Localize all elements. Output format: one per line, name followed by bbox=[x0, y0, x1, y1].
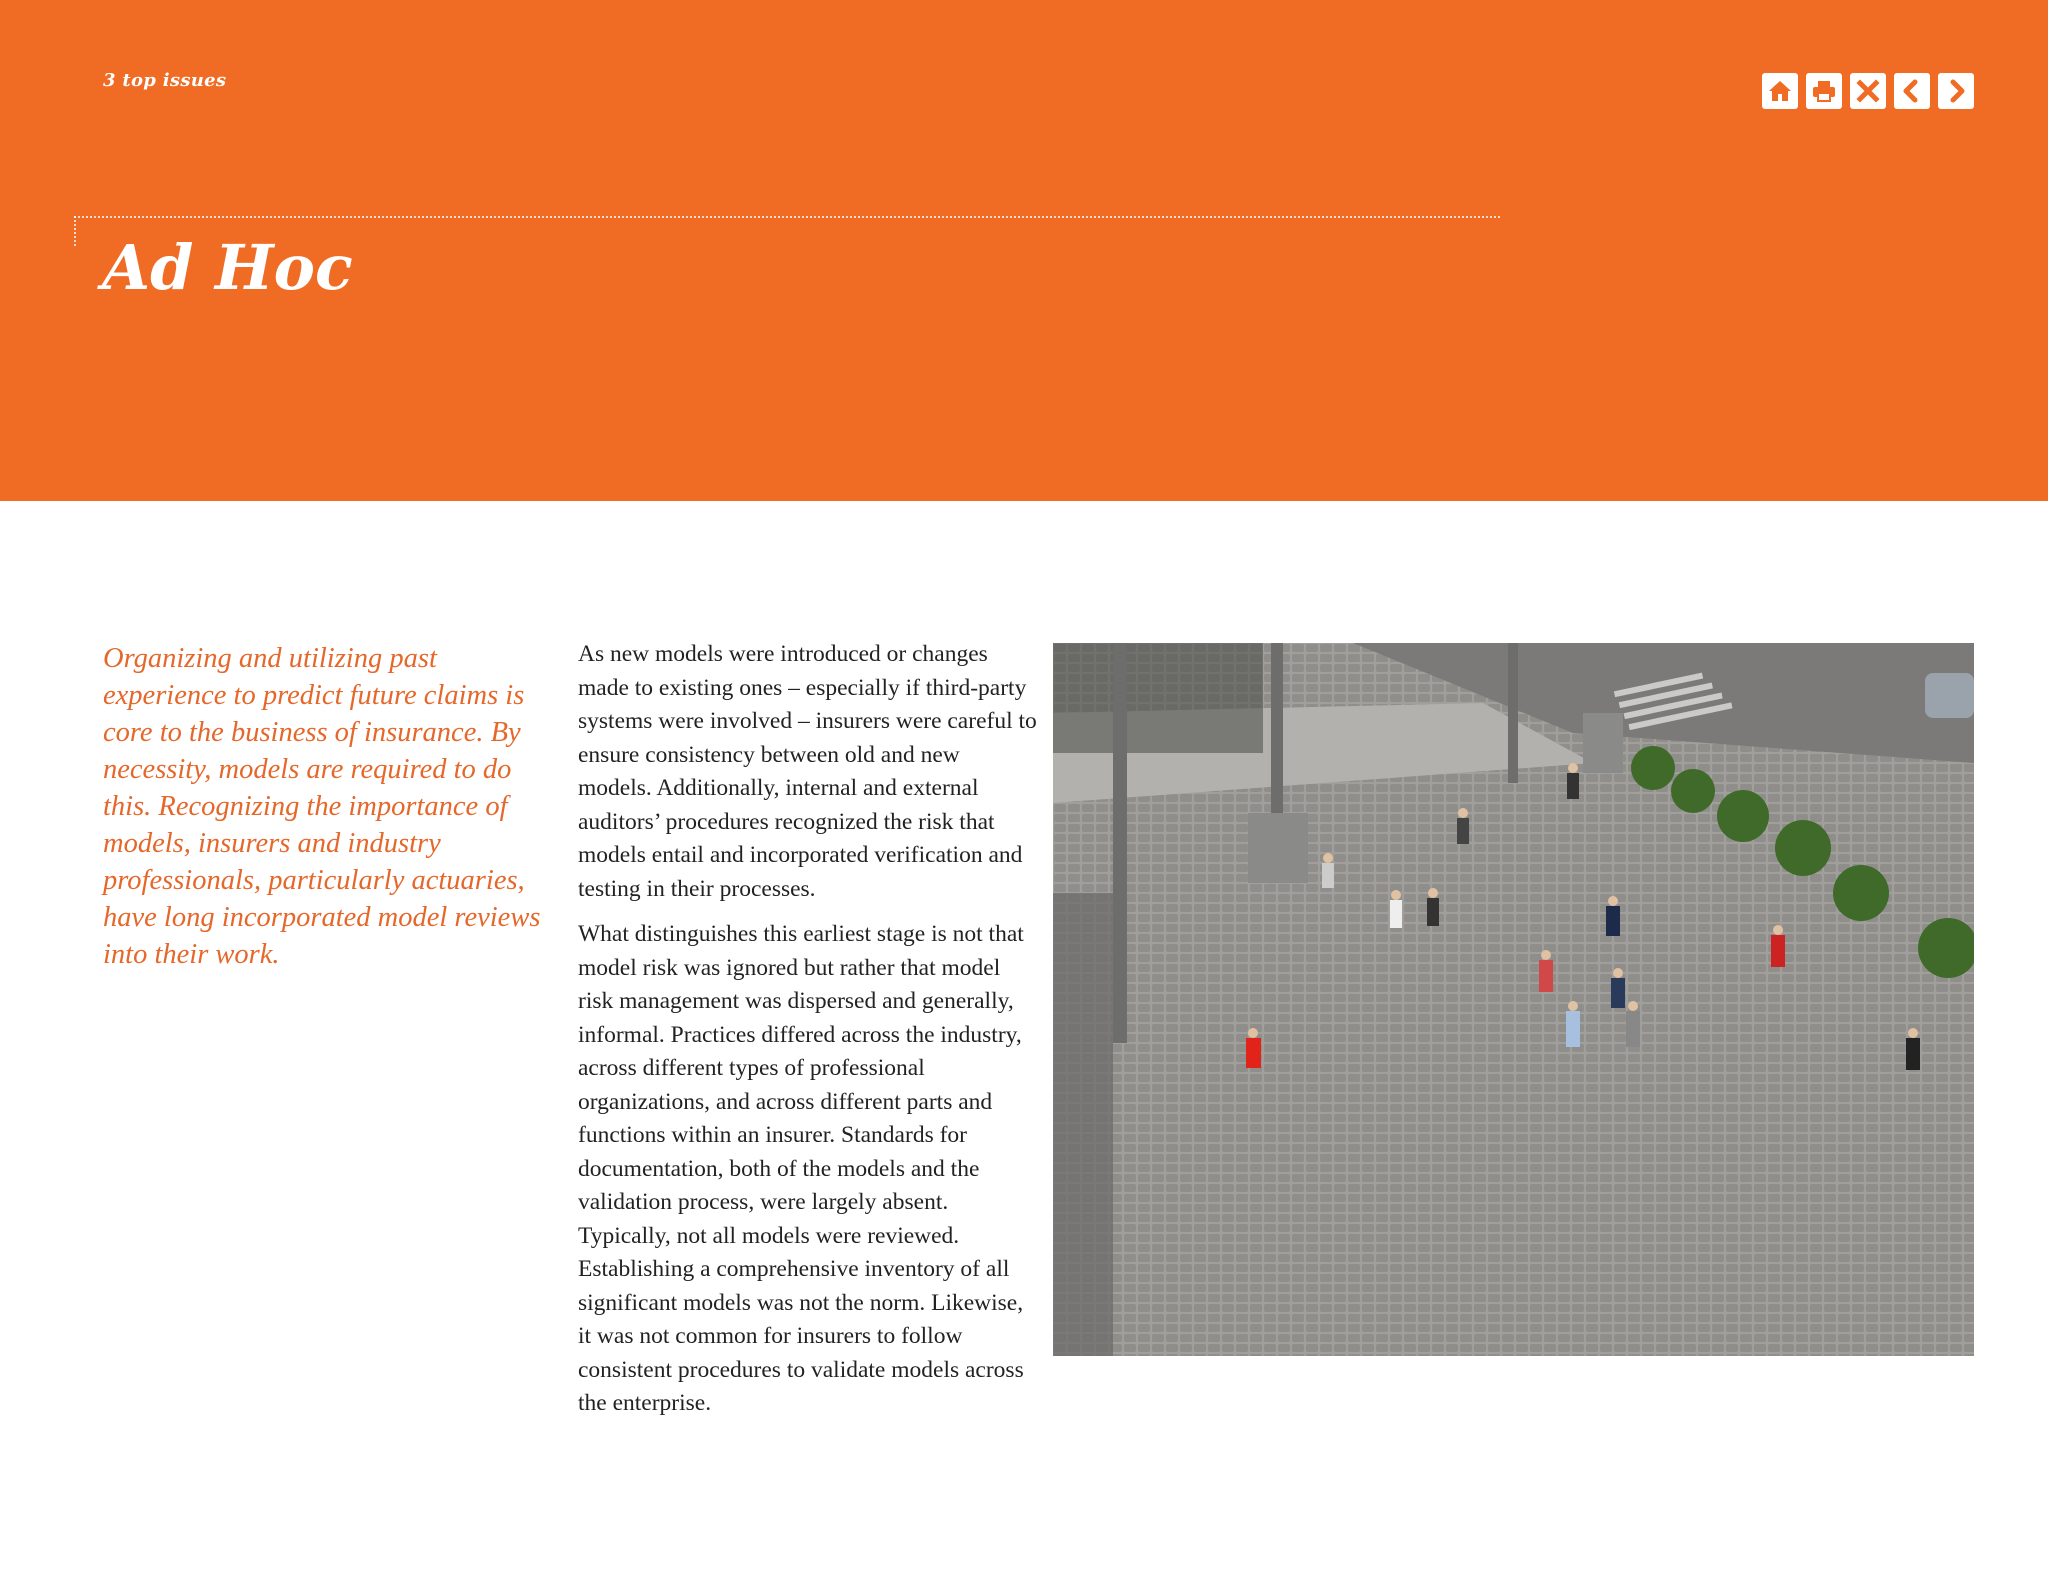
plaza-photo bbox=[1053, 643, 1974, 1356]
title-rule bbox=[74, 216, 1500, 218]
title-rule-tick bbox=[74, 216, 76, 246]
chevron-right-icon[interactable] bbox=[1938, 73, 1974, 109]
print-icon[interactable] bbox=[1806, 73, 1842, 109]
home-icon[interactable] bbox=[1762, 73, 1798, 109]
body-paragraph: What distinguishes this earliest stage is not that model risk was ignored but rather that model risk management was dispersed and generally, informal. Practices differed across the industry, across different types of professional organizations, and across different parts and functions within an insurer. Standards for documentation, both of the models and the validation process, were largely absent. Typically, not all models were reviewed. Establishing a comprehensive inventory of all significant models was not the norm. Likewise, it was not common for insurers to follow consistent procedures to validate models across the enterprise. bbox=[578, 921, 1024, 1416]
section-label: 3 top issues bbox=[103, 70, 227, 91]
chevron-left-icon[interactable] bbox=[1894, 73, 1930, 109]
body-paragraph: As new models were introduced or changes made to existing ones – especially if third-party systems were involved – insurers were careful to ensure consistency between old and new models. Additionally, internal and external auditors’ procedures recognized the risk that models entail and incorporated verification and testing in their processes. bbox=[578, 641, 1037, 902]
header-banner bbox=[0, 0, 2048, 501]
page-title: Ad Hoc bbox=[102, 231, 353, 304]
pullquote: Organizing and utilizing past experience to predict future claims is core to the business of insurance. By necessity, models are required to do this. Recognizing the importance of models, insurers and industry professionals, particularly actuaries, have long incorporated model reviews into their work. bbox=[103, 643, 541, 970]
close-icon[interactable] bbox=[1850, 73, 1886, 109]
nav-toolbar bbox=[1762, 73, 1974, 109]
body-text-column bbox=[578, 638, 1038, 1433]
